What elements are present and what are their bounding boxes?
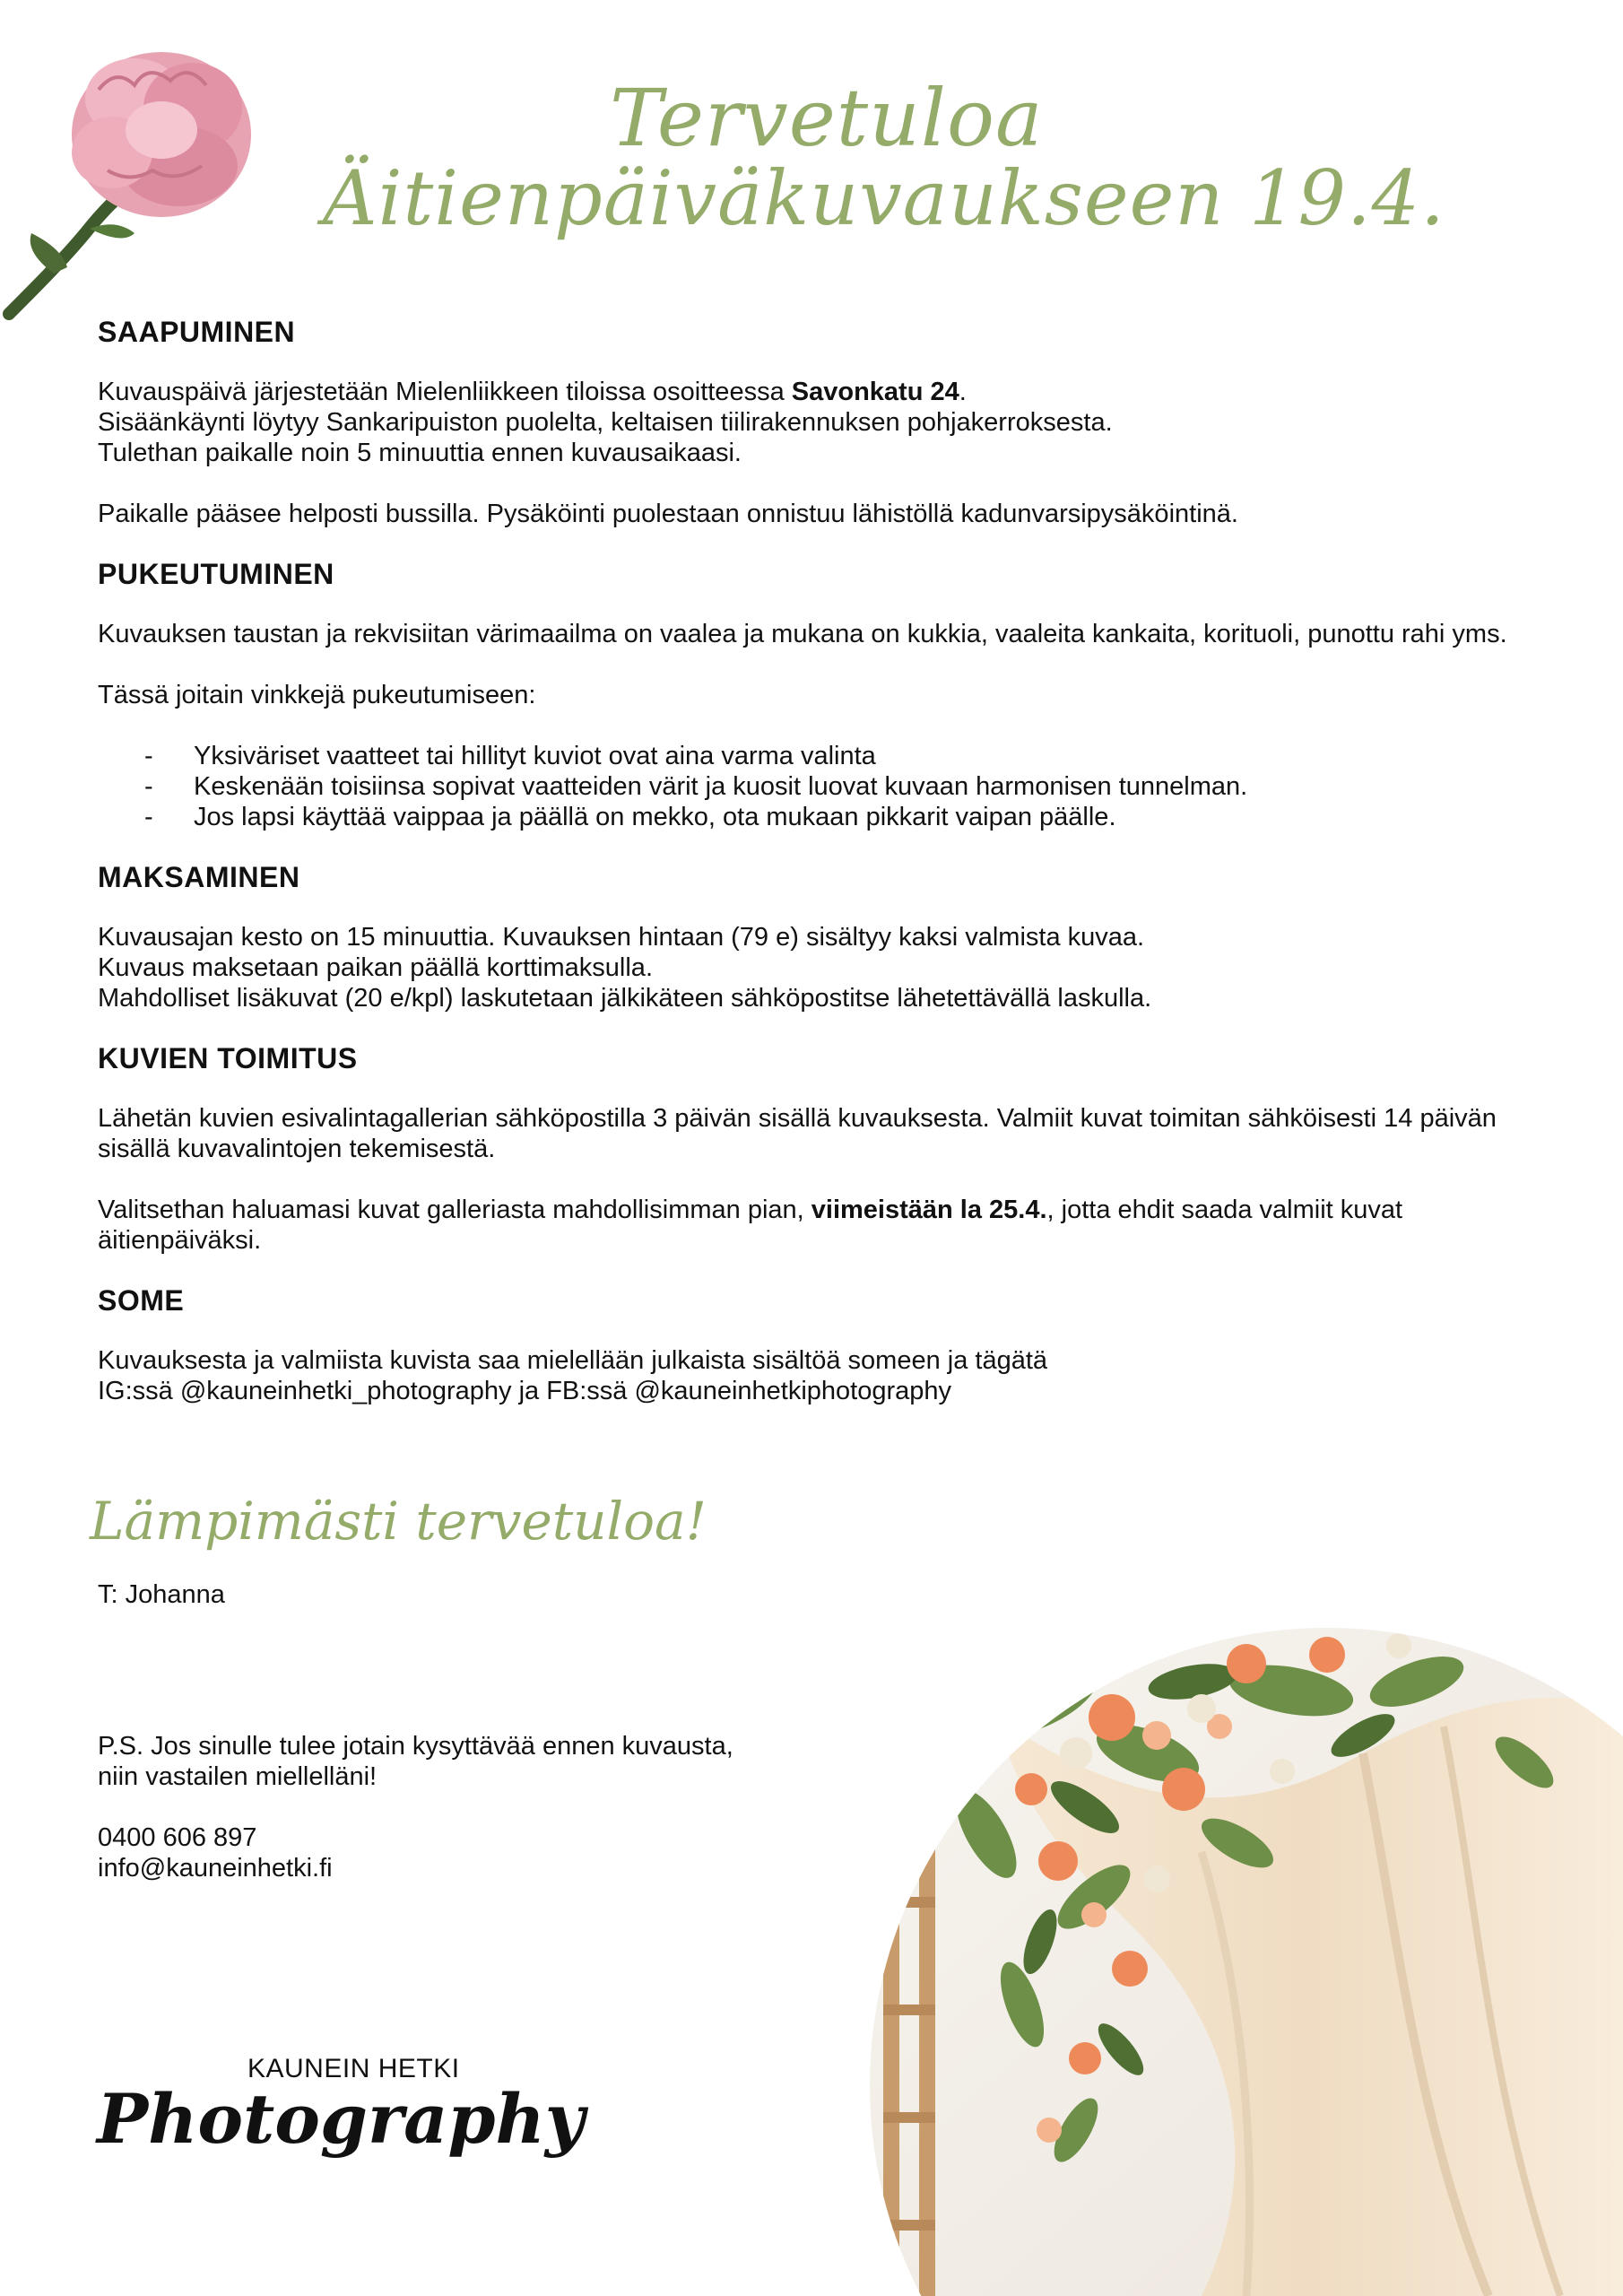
list-item: - Yksiväriset vaatteet tai hillityt kuviot ovat aina varma valinta: [144, 742, 876, 770]
some-paragraph-handles: IG:ssä @kauneinhetki_photography ja FB:ssä @kauneinhetkiphotography: [98, 1377, 952, 1405]
arrival-paragraph-address: Kuvauspäivä järjestetään Mielenliikkeen tiloissa osoitteessa Savonkatu 24.: [98, 378, 967, 406]
title-line-welcome: Tervetuloa: [610, 72, 1044, 164]
title-line-event: Äitienpäiväkuvaukseen 19.4.: [323, 154, 1445, 242]
dressing-paragraph-theme: Kuvauksen taustan ja rekvisiitan värimaailma on vaalea ja mukana on kukkia, vaaleita kankaita, korituoli, punottu rahi yms.: [98, 620, 1507, 648]
dressing-tips-list: [98, 741, 1515, 832]
arrival-paragraph-transport: Paikalle pääsee helposti bussilla. Pysäköinti puolestaan onnistuu lähistöllä kadunvarsipysäköintinä.: [98, 500, 1238, 528]
delivery-paragraph-deadline: Valitsethan haluamasi kuvat galleriasta mahdollisimman pian, viimeistään la 25.4., jotta ehdit saada valmiit kuvat äitienpäiväksi.: [98, 1196, 1403, 1255]
arrival-paragraph-arrive-early: Tulethan paikalle noin 5 minuuttia ennen kuvausaikaasi.: [98, 439, 742, 467]
page-title: [305, 72, 1445, 251]
dressing-paragraph-tips-intro: Tässä joitain vinkkejä pukeutumiseen:: [98, 681, 536, 709]
list-item: - Jos lapsi käyttää vaippaa ja päällä on mekko, ota mukaan pikkarit vaipan päälle.: [144, 803, 1116, 831]
address-bold: Savonkatu 24: [791, 378, 959, 406]
section-heading-delivery: KUVIEN TOIMITUS: [98, 1042, 358, 1074]
section-heading-arrival: SAAPUMINEN: [98, 316, 296, 348]
payment-paragraph-duration: Kuvausajan kesto on 15 minuuttia. Kuvauksen hintaan (79 e) sisältyy kaksi valmista kuvaa.: [98, 923, 1145, 952]
signature: T: Johanna: [98, 1580, 225, 1609]
deadline-bold: viimeistään la 25.4.: [811, 1196, 1047, 1224]
brand-logo: [97, 2054, 585, 2179]
floral-arch-image: [861, 1628, 1623, 2296]
delivery-paragraph-gallery: Lähetän kuvien esivalintagallerian sähköpostilla 3 päivän sisällä kuvauksesta. Valmiit kuvat toimitan sähköisesti 14 päivän sisällä kuvavalintojen tekemisestä.: [98, 1104, 1497, 1163]
payment-paragraph-card: Kuvaus maksetaan paikan päällä korttimaksulla.: [98, 953, 653, 982]
email-address: info@kauneinhetki.fi: [98, 1854, 333, 1883]
ps-line: P.S. Jos sinulle tulee jotain kysyttävää ennen kuvausta,: [98, 1732, 733, 1761]
logo-script: Photography: [97, 2079, 585, 2159]
section-heading-some: SOME: [98, 1284, 185, 1317]
list-item: - Keskenään toisiinsa sopivat vaatteiden värit ja kuosit luovat kuvaan harmonisen tunnelman.: [144, 772, 1248, 801]
closing-greeting: Lämpimästi tervetuloa!: [90, 1491, 707, 1552]
some-paragraph-share: Kuvauksesta ja valmiista kuvista saa mielellään julkaista sisältöä someen ja tägätä: [98, 1346, 1048, 1375]
arrival-paragraph-entrance: Sisäänkäynti löytyy Sankaripuiston puolelta, keltaisen tiilirakennuksen pohjakerroksesta.: [98, 408, 1113, 437]
phone-number: 0400 606 897: [98, 1823, 257, 1852]
carnation-flower-image: [0, 18, 287, 323]
payment-paragraph-extra: Mahdolliset lisäkuvat (20 e/kpl) laskutetaan jälkikäteen sähköpostitse lähetettävällä laskulla.: [98, 984, 1152, 1013]
ps-line: niin vastailen miellelläni!: [98, 1762, 378, 1791]
section-heading-payment: MAKSAMINEN: [98, 861, 300, 893]
logo-wordmark: KAUNEIN HETKI: [247, 2054, 460, 2083]
section-heading-dressing: PUKEUTUMINEN: [98, 558, 334, 590]
main-content: [98, 314, 1515, 1406]
ps-contact-block: [98, 1731, 733, 1883]
